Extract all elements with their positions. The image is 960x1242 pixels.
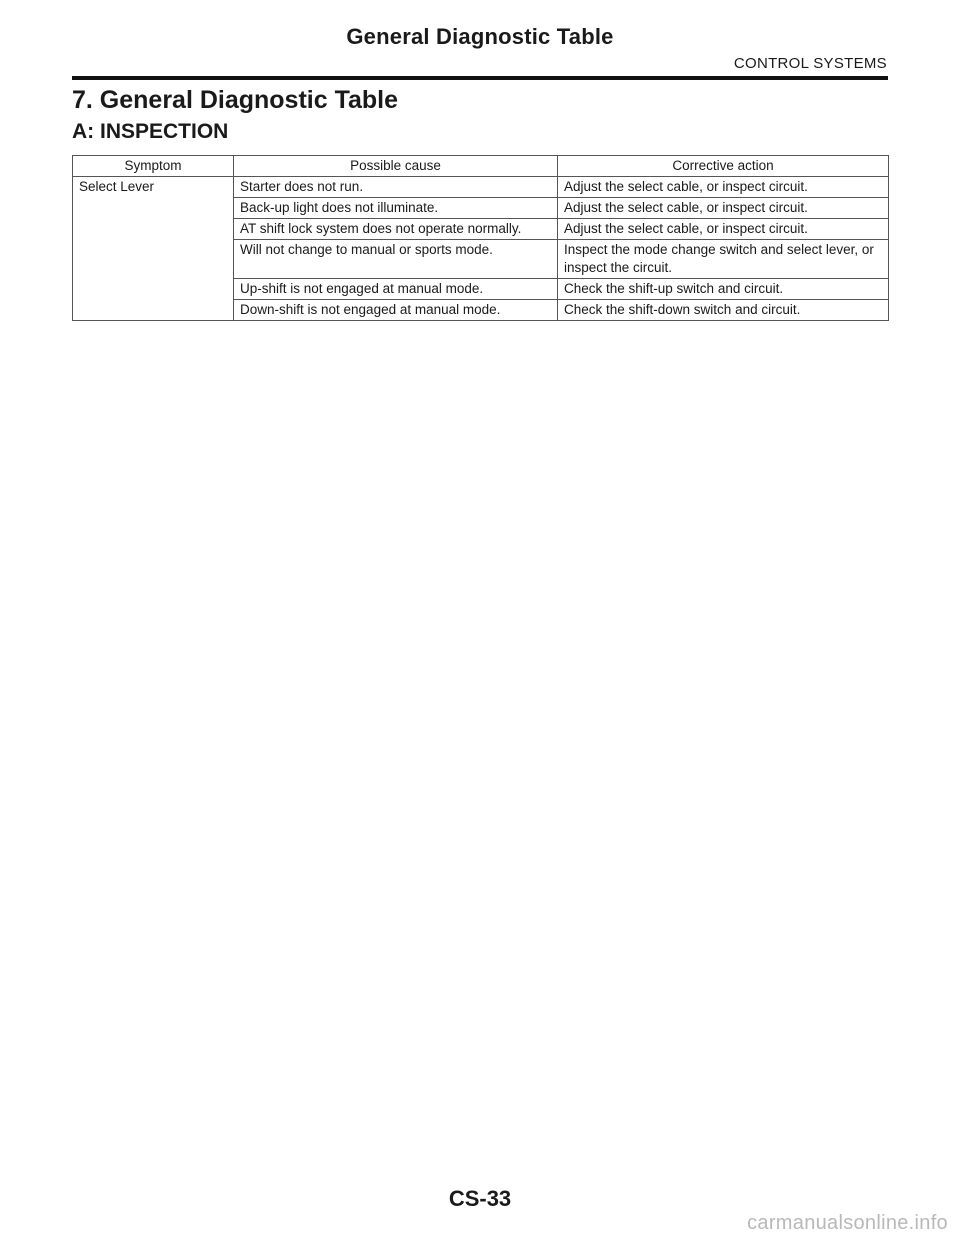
- subsection-title: A: INSPECTION: [72, 120, 229, 143]
- cause-cell: Starter does not run.: [234, 177, 558, 198]
- page-header-title: General Diagnostic Table: [346, 24, 614, 49]
- table-row: [73, 177, 889, 198]
- cause-cell: Down-shift is not engaged at manual mode.: [234, 300, 558, 321]
- column-header-possible-cause: Possible cause: [234, 156, 558, 177]
- symptom-cell: Select Lever: [73, 177, 234, 321]
- watermark: carmanualsonline.info: [747, 1212, 948, 1234]
- action-cell: Inspect the mode change switch and select lever, or inspect the circuit.: [558, 240, 889, 279]
- action-cell: Adjust the select cable, or inspect circuit.: [558, 198, 889, 219]
- cause-cell: Will not change to manual or sports mode.: [234, 240, 558, 279]
- cause-cell: Up-shift is not engaged at manual mode.: [234, 279, 558, 300]
- column-header-symptom: Symptom: [73, 156, 234, 177]
- page-number: CS-33: [448, 1186, 512, 1211]
- chapter-title: 7. General Diagnostic Table: [72, 86, 399, 114]
- action-cell: Check the shift-up switch and circuit.: [558, 279, 889, 300]
- table-header-row: [73, 156, 889, 177]
- column-header-corrective-action: Corrective action: [558, 156, 889, 177]
- action-cell: Adjust the select cable, or inspect circuit.: [558, 219, 889, 240]
- diagnostic-table: [72, 155, 889, 321]
- cause-cell: Back-up light does not illuminate.: [234, 198, 558, 219]
- header-divider: [72, 76, 888, 80]
- section-label: CONTROL SYSTEMS: [733, 55, 887, 72]
- action-cell: Adjust the select cable, or inspect circuit.: [558, 177, 889, 198]
- action-cell: Check the shift-down switch and circuit.: [558, 300, 889, 321]
- cause-cell: AT shift lock system does not operate normally.: [234, 219, 558, 240]
